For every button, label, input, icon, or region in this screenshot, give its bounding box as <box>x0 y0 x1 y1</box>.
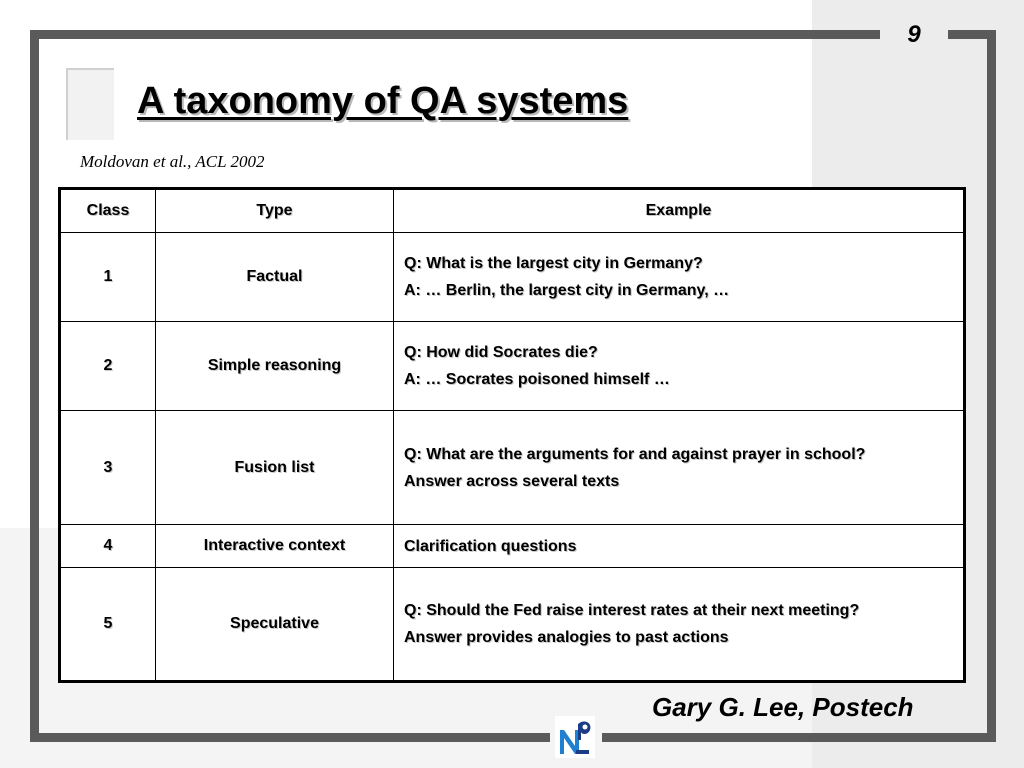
example-cell <box>394 411 965 525</box>
example-answer: A: … Berlin, the largest city in Germany, … <box>404 282 730 299</box>
citation: Moldovan et al., ACL 2002 <box>80 152 265 171</box>
class-cell: 5 <box>60 568 156 682</box>
table-row <box>60 568 965 682</box>
page-number: 9 <box>907 21 921 48</box>
table-header-row <box>60 189 965 233</box>
table-row <box>60 411 965 525</box>
table-row <box>60 525 965 568</box>
title-decoration <box>66 68 114 140</box>
table-row <box>60 233 965 322</box>
example-question: Q: What are the arguments for and against prayer in school? <box>404 445 866 463</box>
type-cell: Fusion list <box>156 411 394 525</box>
type-cell: Interactive context <box>156 525 394 568</box>
header-type: Type <box>156 189 394 233</box>
table-row <box>60 322 965 411</box>
type-cell: Simple reasoning <box>156 322 394 411</box>
example-question: Q: What is the largest city in Germany? <box>404 255 703 272</box>
example-text: Clarification questions <box>404 537 577 555</box>
class-cell: 4 <box>60 525 156 568</box>
type-cell: Factual <box>156 233 394 322</box>
postech-nlp-logo-icon <box>555 716 595 758</box>
class-cell: 3 <box>60 411 156 525</box>
taxonomy-table <box>58 187 966 683</box>
logo-graphic <box>555 716 595 758</box>
example-answer: Answer provides analogies to past actions <box>404 629 729 646</box>
example-question: Q: How did Socrates die? <box>404 344 598 361</box>
example-cell <box>394 322 965 411</box>
slide-frame-top <box>30 30 880 39</box>
class-cell: 1 <box>60 233 156 322</box>
slide-title: A taxonomy of QA systems <box>137 80 629 122</box>
slide-frame-bottom-right <box>602 733 996 742</box>
example-answer: A: … Socrates poisoned himself … <box>404 371 670 388</box>
type-cell: Speculative <box>156 568 394 682</box>
logo-letter-l <box>576 750 589 754</box>
example-cell <box>394 525 965 568</box>
header-class: Class <box>60 189 156 233</box>
header-example: Example <box>394 189 965 233</box>
slide-frame-bottom <box>30 733 550 742</box>
example-question: Q: Should the Fed raise interest rates at their next meeting? <box>404 602 860 619</box>
class-cell: 2 <box>60 322 156 411</box>
author-credit: Gary G. Lee, Postech <box>652 692 914 722</box>
slide-frame-right <box>987 30 996 742</box>
logo-dot <box>583 725 588 730</box>
example-answer: Answer across several texts <box>404 472 620 490</box>
example-cell <box>394 233 965 322</box>
example-cell <box>394 568 965 682</box>
slide-frame-left <box>30 30 39 742</box>
